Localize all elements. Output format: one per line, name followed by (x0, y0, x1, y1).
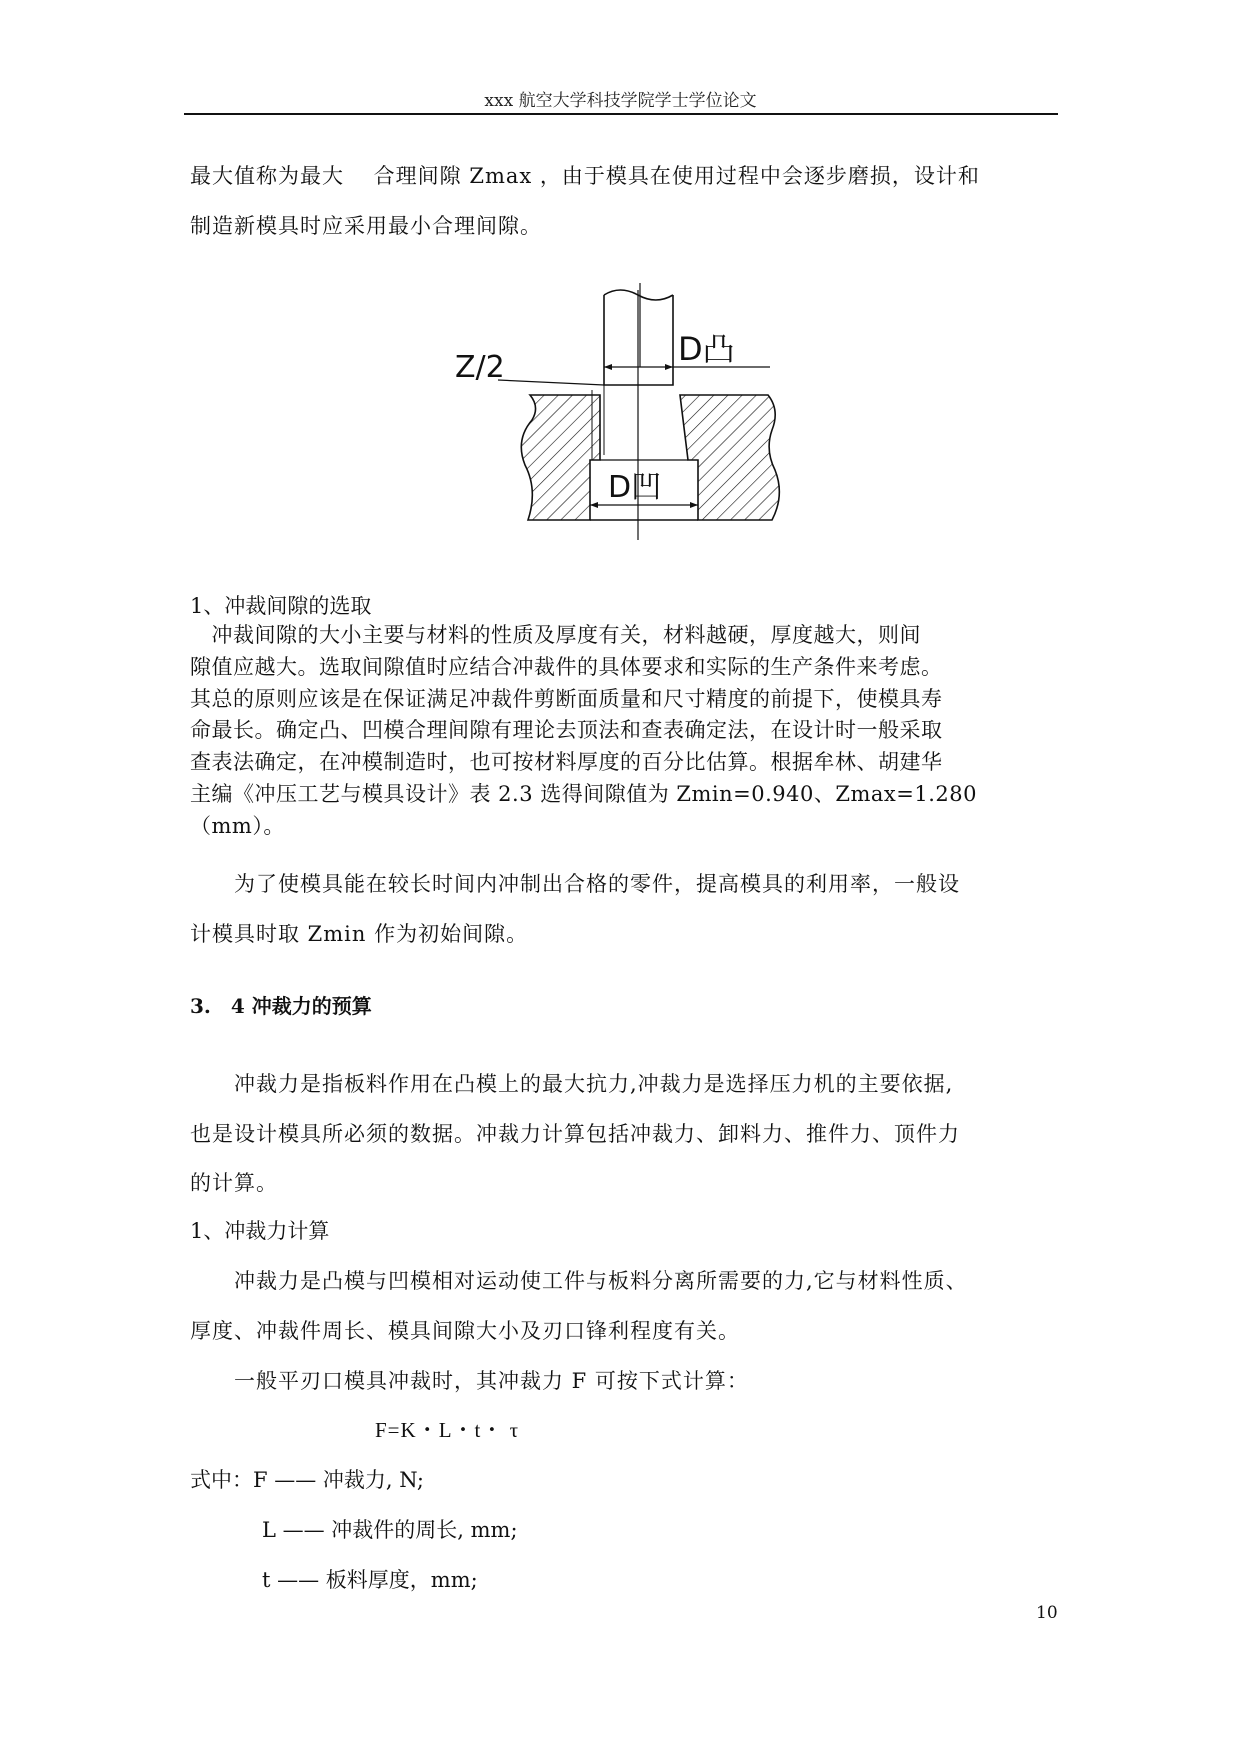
para-line: 主编《冲压工艺与模具设计》表 2.3 选得间隙值为 Zmin=0.940、Zmax=1.280 (190, 781, 977, 806)
para-line: 冲裁间隙的大小主要与材料的性质及厚度有关，材料越硬，厚度越大，则间 (190, 623, 921, 647)
intro-line-1: 最大值称为最大 合理间隙 Zmax ，由于模具在使用过程中会逐步磨损，设计和 (190, 164, 980, 188)
section34-p2-line-1: 冲裁力是凸模与凹模相对运动使工件与板料分离所需要的力,它与材料性质、 (190, 1269, 968, 1293)
section34-p3: 一般平刃口模具冲裁时，其冲裁力 F 可按下式计算： (190, 1369, 749, 1393)
para-line: 其总的原则应该是在保证满足冲裁件剪断面质量和尺寸精度的前提下，使模具寿 (190, 686, 943, 711)
label-z-half: Z/2 (455, 350, 505, 385)
para-line: （mm）。 (190, 813, 285, 838)
section-heading-punching-force: 3. 4 冲裁力的预算 (190, 994, 372, 1018)
section-title-clearance: 1、冲裁间隙的选取 (190, 594, 372, 618)
clearance-diagram (455, 275, 780, 545)
section1-para2-line-2: 计模具时取 Zmin 作为初始间隙。 (190, 922, 529, 946)
definition-t: t —— 板料厚度，mm; (262, 1568, 478, 1592)
running-header: xxx 航空大学科技学院学士学位论文 (484, 91, 757, 111)
para-line: 命最长。确定凸、凹模合理间隙有理论去顶法和查表确定法，在设计时一般采取 (190, 718, 943, 743)
die-left-block (521, 395, 600, 520)
section34-p1-line-1: 冲裁力是指板料作用在凸模上的最大抗力,冲裁力是选择压力机的主要依据, (190, 1072, 954, 1096)
force-formula: F=K・L・t・ τ (375, 1418, 520, 1442)
section1-para2-line-1: 为了使模具能在较长时间内冲制出合格的零件，提高模具的利用率，一般设 (190, 872, 960, 896)
label-die-diameter: D凹 (608, 470, 662, 505)
header-rule (184, 113, 1058, 115)
subsection-title-force-calc: 1、冲裁力计算 (190, 1219, 330, 1243)
label-punch-diameter: D凸 (678, 330, 735, 368)
definition-f: 式中：F —— 冲裁力, N; (190, 1468, 424, 1492)
section34-p1-line-3: 的计算。 (190, 1171, 278, 1195)
die-right-block (680, 395, 779, 520)
para-line: 查表法确定，在冲模制造时，也可按材料厚度的百分比估算。根据牟林、胡建华 (190, 750, 943, 775)
section34-p1-line-2: 也是设计模具所必须的数据。冲裁力计算包括冲裁力、卸料力、推件力、顶件力 (190, 1122, 960, 1146)
page-number: 10 (1036, 1603, 1058, 1623)
definition-l: L —— 冲裁件的周长, mm; (262, 1518, 518, 1542)
intro-line-2: 制造新模具时应采用最小合理间隙。 (190, 214, 542, 238)
section1-paragraph (190, 620, 1055, 843)
para-line: 隙值应越大。选取间隙值时应结合冲裁件的具体要求和实际的生产条件来考虑。 (190, 654, 943, 679)
section34-p2-line-2: 厚度、冲裁件周长、模具间隙大小及刃口锋利程度有关。 (190, 1319, 740, 1343)
